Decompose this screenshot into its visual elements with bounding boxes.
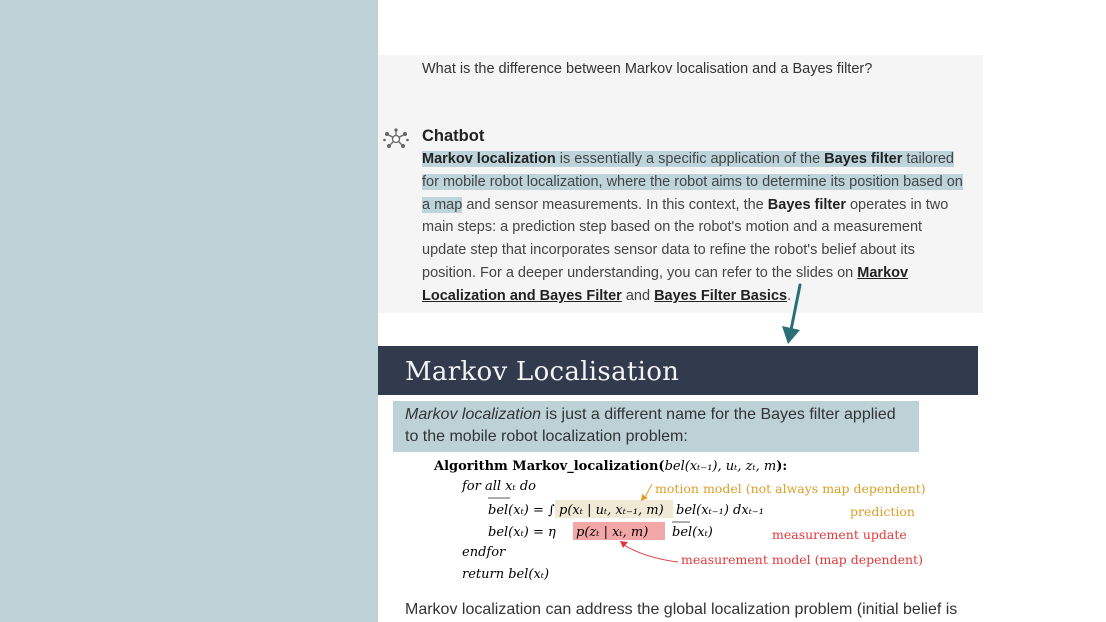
algorithm-line-endfor: endfor <box>462 545 506 560</box>
algorithm-line-return: return bel(xₜ) <box>462 567 550 582</box>
answer-text: and sensor measurements. In this context, the <box>462 196 768 213</box>
chatbot-name: Chatbot <box>422 127 485 145</box>
slide-text-span: is just a different name for the Bayes filter applied to the mobile robot localization problem: <box>405 406 896 445</box>
slide-term: Markov localization <box>405 406 542 423</box>
algorithm-motion-term: p(xₜ | uₜ, xₜ₋₁, m) <box>559 503 664 518</box>
term-markov-localization: Markov localization <box>422 151 556 167</box>
answer-text: operates in two main steps: a prediction step based on the robot's motion and a measurement update step that incorporates sensor data to refine the robot's belief about its position. For a deeper understanding, you can refer to the slides on <box>422 196 949 281</box>
user-question: What is the difference between Markov localisation and a Bayes filter? <box>422 61 873 77</box>
algorithm-line-prediction-rhs: bel(xₜ₋₁) dxₜ₋₁ <box>676 503 764 518</box>
term-bayes-filter: Bayes filter <box>824 151 903 167</box>
left-panel <box>0 0 378 622</box>
algorithm-line-update-rhs: bel(xₜ) <box>672 525 713 540</box>
algorithm-measurement-term: p(zₜ | xₜ, m) <box>576 525 649 540</box>
chatbot-avatar-icon <box>383 128 409 150</box>
term-bayes-filter: Bayes filter <box>767 196 846 213</box>
algorithm-figure <box>420 454 940 584</box>
annotation-prediction: prediction <box>850 504 915 519</box>
slide-bottom-text: Markov localization can address the global localization problem (initial belief is <box>405 601 958 618</box>
answer-text: tailored for mobile robot localization, where the robot aims to determine its position based on a map <box>422 151 963 213</box>
annotation-motion-model: motion model (not always map dependent) <box>655 481 926 496</box>
answer-text: . <box>787 287 792 304</box>
slide-title: Markov Localisation <box>405 357 680 387</box>
arrow-down-icon <box>776 282 812 346</box>
answer-text: is essentially a specific application of the <box>555 151 825 167</box>
link-bayes-filter-basics[interactable]: Bayes Filter Basics <box>654 287 788 304</box>
annotation-measurement-model: measurement model (map dependent) <box>681 552 923 567</box>
algorithm-line-prediction-lhs: bel(xₜ) = ∫ <box>488 503 555 518</box>
algorithm-line-for: for all xₜ do <box>462 479 537 494</box>
algorithm-header: Algorithm Markov_localization(bel(xₜ₋₁), uₜ, zₜ, m): <box>434 459 788 474</box>
annotation-measurement-update: measurement update <box>772 527 907 542</box>
answer-text: and <box>621 287 655 304</box>
chatbot-answer <box>422 148 970 308</box>
slide-definition-text <box>405 404 910 448</box>
algorithm-line-update-lhs: bel(xₜ) = η <box>488 525 556 540</box>
link-markov-localization-and-bayes-filter[interactable]: Markov Localization and Bayes Filter <box>422 264 909 304</box>
